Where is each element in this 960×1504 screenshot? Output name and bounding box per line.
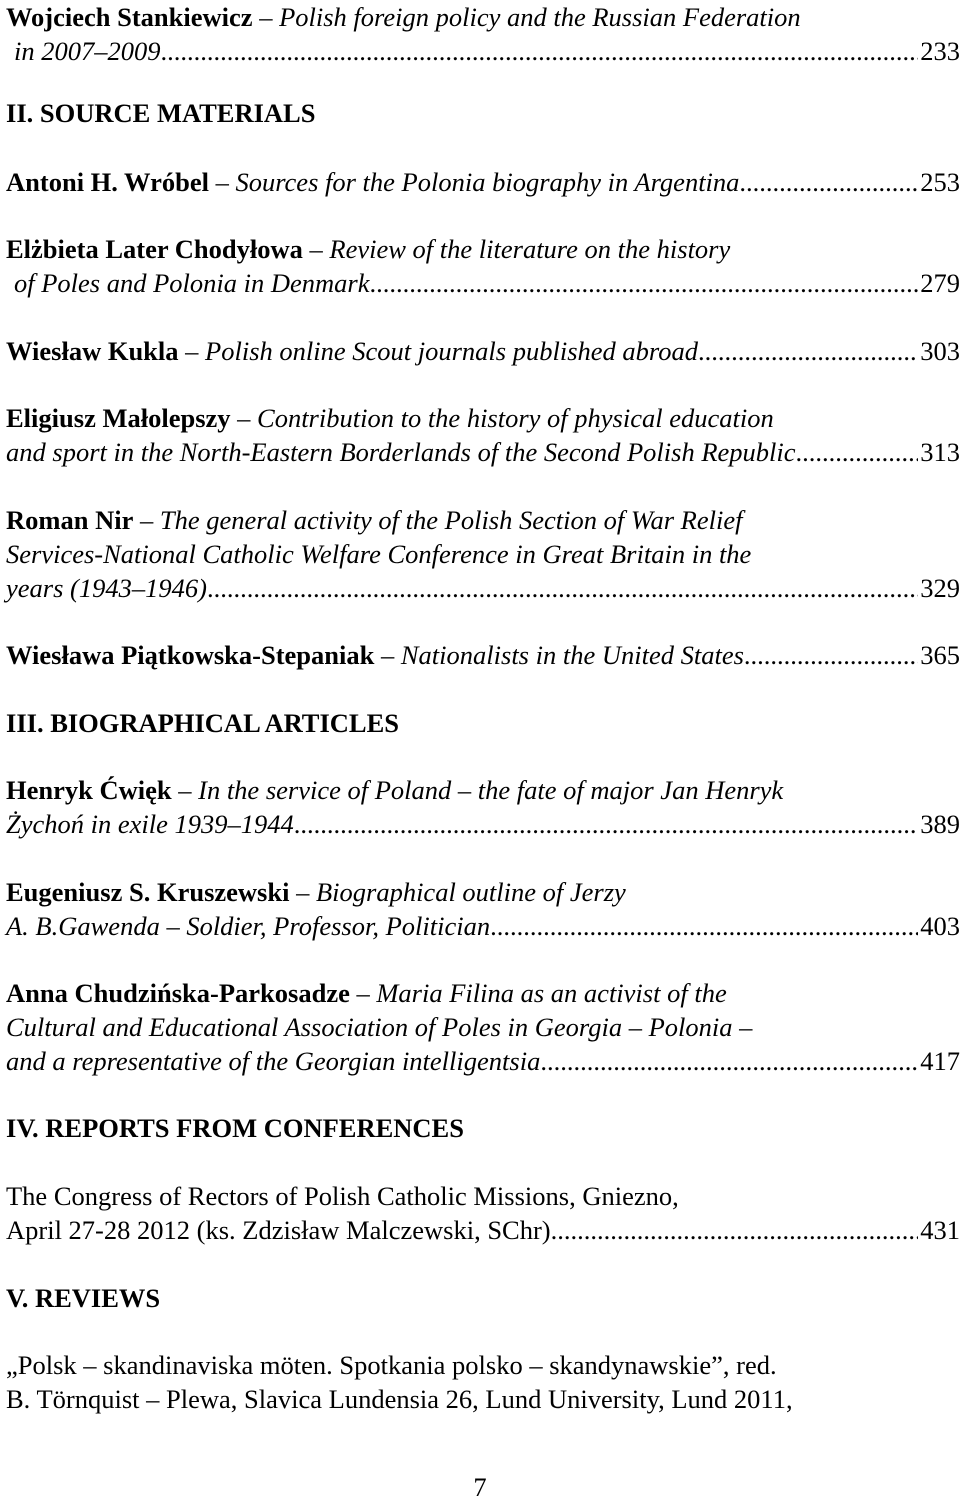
entry-page-number: 279: [920, 268, 960, 298]
toc-entry-chodylowa: Elżbieta Later Chodyłowa – Review of the literature on the history of Poles and Polonia in Denmark ..... 279: [6, 232, 960, 300]
entry-author: Eligiusz Małolepszy: [6, 403, 231, 433]
entry-title: Maria Filina as an activist of the: [376, 978, 727, 1008]
toc-entry-wrobel: Antoni H. Wróbel – Sources for the Polonia biography in Argentina ..... 253: [6, 165, 960, 199]
dot-leader: [161, 34, 919, 68]
toc-entry-piatkowska: Wiesława Piątkowska-Stepaniak – Nationalists in the United States ..... 365: [6, 638, 960, 672]
entry-author: Anna Chudzińska-Parkosadze: [6, 978, 350, 1008]
dot-leader: [744, 638, 918, 672]
entry-author: Wojciech Stankiewicz: [6, 2, 253, 32]
dot-leader: [490, 909, 918, 943]
entry-page-number: 417: [920, 1046, 960, 1076]
dot-leader: [540, 1044, 918, 1078]
toc-entry-kukla: Wiesław Kukla – Polish online Scout journals published abroad ..... 303: [6, 334, 960, 368]
entry-page-number: 431: [920, 1215, 960, 1245]
entry-text: The Congress of Rectors of Polish Catholic Missions, Gniezno,: [6, 1181, 679, 1211]
entry-title-cont: and sport in the North-Eastern Borderlands of the Second Polish Republic: [6, 437, 796, 467]
dot-leader: [370, 266, 919, 300]
entry-text: „Polsk – skandinaviska möten. Spotkania polsko – skandynawskie”, red.: [6, 1350, 777, 1380]
entry-title: Contribution to the history of physical education: [257, 403, 774, 433]
dot-leader: [796, 435, 919, 469]
entry-page-number: 365: [920, 640, 960, 670]
entry-author: Roman Nir: [6, 505, 134, 535]
toc-entry-malolepszy: Eligiusz Małolepszy – Contribution to the history of physical education and sport in the North-Eastern Borderlands of the Second Polish Republic ..... 313: [6, 401, 960, 469]
toc-entry-kruszewski: Eugeniusz S. Kruszewski – Biographical outline of Jerzy A. B.Gawenda – Soldier, Professor, Politician ..... 403: [6, 875, 960, 943]
entry-text-cont: B. Törnquist – Plewa, Slavica Lundensia 26, Lund University, Lund 2011,: [6, 1384, 793, 1414]
section-heading-reports-from-conferences: IV. REPORTS FROM CONFERENCES: [6, 1113, 464, 1143]
dot-leader: [698, 334, 918, 368]
entry-title: The general activity of the Polish Section of War Relief: [159, 505, 743, 535]
toc-entry-congress: [6, 1179, 960, 1247]
entry-page-number: 233: [920, 36, 960, 66]
entry-page-number: 389: [920, 809, 960, 839]
entry-author: Elżbieta Later Chodyłowa: [6, 234, 303, 264]
entry-page-number: 253: [920, 167, 960, 197]
entry-title: In the service of Poland – the fate of major Jan Henryk: [198, 775, 784, 805]
entry-title-cont: in 2007–2009: [14, 36, 161, 66]
entry-page-number: 313: [920, 437, 960, 467]
entry-title-cont: and a representative of the Georgian intelligentsia: [6, 1046, 541, 1076]
toc-entry-review: [6, 1348, 960, 1416]
entry-title-cont: A. B.Gawenda – Soldier, Professor, Politician: [6, 911, 491, 941]
entry-page-number: 403: [920, 911, 960, 941]
toc-entry-cwiek: Henryk Ćwięk – In the service of Poland – the fate of major Jan Henryk Żychoń in exile 1939–1944 ..... 389: [6, 773, 960, 841]
toc-entry-chudzinska: Anna Chudzińska-Parkosadze – Maria Filina as an activist of the Cultural and Educational Association of Poles in Georgia – Polonia – and a representative of the Georgian intelligentsia ..... 417: [6, 976, 960, 1078]
entry-author: Antoni H. Wróbel: [6, 167, 209, 197]
entry-title-cont: Services-National Catholic Welfare Conference in Great Britain in the: [6, 539, 752, 569]
entry-author: Eugeniusz S. Kruszewski: [6, 877, 290, 907]
entry-title: Biographical outline of Jerzy: [315, 877, 626, 907]
entry-title: Sources for the Polonia biography in Argentina: [235, 167, 740, 197]
entry-title-cont: Żychoń in exile 1939–1944: [6, 809, 294, 839]
entry-title: Polish online Scout journals published abroad: [205, 336, 698, 366]
entry-author: Wiesława Piątkowska-Stepaniak: [6, 640, 375, 670]
toc-entry-nir: Roman Nir – The general activity of the Polish Section of War Relief Services-National Catholic Welfare Conference in Great Britain in the years (1943–1946) ..... 329: [6, 503, 960, 605]
entry-title-cont: of Poles and Polonia in Denmark: [14, 268, 370, 298]
entry-author: Henryk Ćwięk: [6, 775, 172, 805]
entry-title-cont: years (1943–1946): [6, 573, 207, 603]
dot-leader: [739, 165, 918, 199]
entry-page-number: 329: [920, 573, 960, 603]
entry-text-cont: April 27-28 2012 (ks. Zdzisław Malczewski, SChr): [6, 1215, 551, 1245]
dot-leader: [207, 571, 918, 605]
entry-title-cont: Cultural and Educational Association of Poles in Georgia – Polonia –: [6, 1012, 753, 1042]
page-number: 7: [473, 1472, 487, 1502]
section-heading-source-materials: II. SOURCE MATERIALS: [6, 98, 316, 128]
toc-entry-stankiewicz: Wojciech Stankiewicz – Polish foreign policy and the Russian Federation in 2007–2009 ..... 233: [6, 0, 960, 68]
dot-leader: [551, 1213, 919, 1247]
entry-title: Nationalists in the United States: [400, 640, 744, 670]
entry-page-number: 303: [920, 336, 960, 366]
section-heading-biographical-articles: III. BIOGRAPHICAL ARTICLES: [6, 708, 399, 738]
entry-title: Review of the literature on the history: [329, 234, 731, 264]
entry-title: Polish foreign policy and the Russian Federation: [279, 2, 801, 32]
entry-author: Wiesław Kukla: [6, 336, 179, 366]
section-heading-reviews: V. REVIEWS: [6, 1283, 161, 1313]
dot-leader: [294, 807, 918, 841]
